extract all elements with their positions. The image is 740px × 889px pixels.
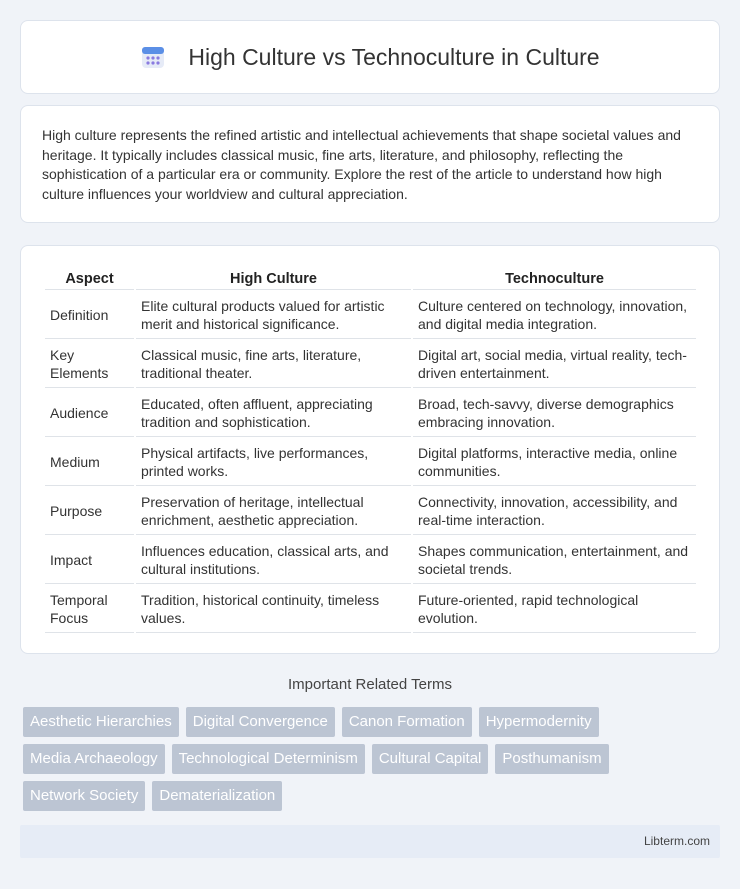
aspect-cell: Definition (45, 292, 134, 339)
technoculture-cell: Shapes communication, entertainment, and societal trends. (413, 537, 696, 584)
high-culture-cell: Preservation of heritage, intellectual enrichment, aesthetic appreciation. (136, 488, 411, 535)
comparison-card (20, 245, 720, 654)
related-term-tag[interactable]: Media Archaeology (23, 744, 165, 774)
technoculture-cell: Future-oriented, rapid technological evolution. (413, 586, 696, 633)
page-footer (20, 825, 720, 858)
related-term-tag[interactable]: Digital Convergence (186, 707, 335, 737)
related-term-tag[interactable]: Canon Formation (342, 707, 472, 737)
aspect-cell: Purpose (45, 488, 134, 535)
high-culture-cell: Tradition, historical continuity, timeless values. (136, 586, 411, 633)
technoculture-cell: Culture centered on technology, innovation, and digital media integration. (413, 292, 696, 339)
table-row (45, 390, 696, 437)
related-term-tag[interactable]: Network Society (23, 781, 145, 811)
intro-text: High culture represents the refined artistic and intellectual achievements that shape societal values and heritage. It typically includes classical music, fine arts, literature, and philosophy, reflecting the sophistication of a particular era or community. Explore the rest of the article to understand how high culture influences your worldview and cultural appreciation. (42, 127, 681, 202)
footer-site-link[interactable]: Libterm.com (643, 834, 710, 848)
technoculture-cell: Digital platforms, interactive media, online communities. (413, 439, 696, 486)
related-term-tag[interactable]: Cultural Capital (372, 744, 489, 774)
related-term-tag[interactable]: Posthumanism (495, 744, 608, 774)
related-term-tag[interactable]: Dematerialization (152, 781, 282, 811)
page-title: High Culture vs Technoculture in Culture (188, 43, 600, 70)
high-culture-cell: Educated, often affluent, appreciating tradition and sophistication. (136, 390, 411, 437)
column-header-technoculture: Technoculture (413, 268, 696, 290)
high-culture-cell: Physical artifacts, live performances, printed works. (136, 439, 411, 486)
page-header (20, 20, 720, 94)
aspect-cell: Medium (45, 439, 134, 486)
related-term-tag[interactable]: Aesthetic Hierarchies (23, 707, 179, 737)
table-row (45, 537, 696, 584)
column-header-aspect: Aspect (45, 268, 134, 290)
high-culture-cell: Classical music, fine arts, literature, traditional theater. (136, 341, 411, 388)
table-row (45, 488, 696, 535)
aspect-cell: Audience (45, 390, 134, 437)
table-row (45, 586, 696, 633)
technoculture-cell: Connectivity, innovation, accessibility, and real-time interaction. (413, 488, 696, 535)
aspect-cell: Key Elements (45, 341, 134, 388)
high-culture-cell: Influences education, classical arts, and cultural institutions. (136, 537, 411, 584)
table-header-row (45, 268, 696, 290)
table-row (45, 439, 696, 486)
technoculture-cell: Broad, tech-savvy, diverse demographics embracing innovation. (413, 390, 696, 437)
table-row (45, 292, 696, 339)
aspect-cell: Impact (45, 537, 134, 584)
column-header-high-culture: High Culture (136, 268, 411, 290)
related-terms-list (23, 707, 723, 818)
related-term-tag[interactable]: Hypermodernity (479, 707, 599, 737)
comparison-table (43, 266, 698, 635)
table-row (45, 341, 696, 388)
calendar-icon (140, 44, 166, 70)
related-terms-title: Important Related Terms (288, 676, 452, 693)
aspect-cell: Temporal Focus (45, 586, 134, 633)
intro-card (20, 105, 720, 223)
technoculture-cell: Digital art, social media, virtual reality, tech-driven entertainment. (413, 341, 696, 388)
high-culture-cell: Elite cultural products valued for artistic merit and historical significance. (136, 292, 411, 339)
related-term-tag[interactable]: Technological Determinism (172, 744, 365, 774)
